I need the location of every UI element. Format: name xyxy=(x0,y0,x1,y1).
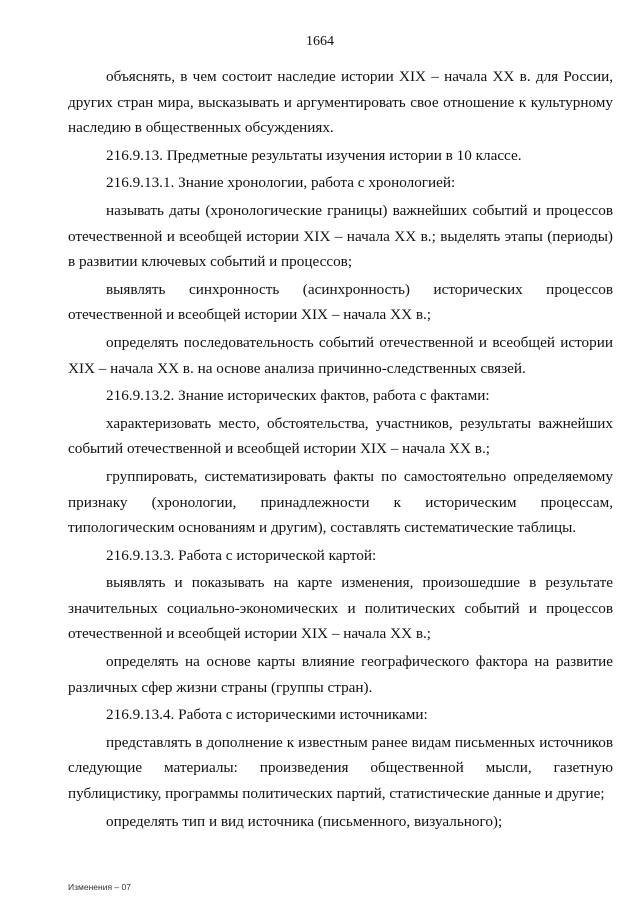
page-number: 1664 xyxy=(306,34,334,49)
document-body xyxy=(68,64,613,834)
paragraph-group-facts: группировать, систематизировать факты по самостоятельно определяемому признаку (хронологии, принадлежности к историческим процессам, типологическим основаниям и другим), составлять систематические таблицы. xyxy=(68,467,613,537)
paragraph-map-changes: выявлять и показывать на карте изменения, произошедшие в результате значительных социально-экономических и политических событий и процессов отечественной и всеобщей истории XIX – начала XX в.; xyxy=(68,574,613,643)
paragraph-written-sources: представлять в дополнение к известным ранее видам письменных источников следующие материалы: произведения общественной мысли, газетную публицистику, программы политических партий, статистические данные и другие; xyxy=(68,733,613,803)
paragraph-history-legacy: объяснять, в чем состоит наследие истории XIX – начала XX в. для России, других стран мира, высказывать и аргументировать свое отношение к культурному наследию в общественных обсуждениях. xyxy=(68,68,613,137)
subsection-heading-216-9-13-1: 216.9.13.1. Знание хронологии, работа с хронологией: xyxy=(106,174,456,192)
subsection-heading-216-9-13-3: 216.9.13.3. Работа с исторической картой: xyxy=(106,546,377,564)
subsection-heading-216-9-13-4: 216.9.13.4. Работа с историческими источниками: xyxy=(106,706,428,724)
subsection-heading-216-9-13-2: 216.9.13.2. Знание исторических фактов, работа с фактами: xyxy=(106,387,490,405)
paragraph-characterize-events: характеризовать место, обстоятельства, участников, результаты важнейших событий отечественной и всеобщей истории XIX – начала XX в.; xyxy=(68,414,613,458)
footer-revision-note: Изменения – 07 xyxy=(68,882,131,892)
paragraph-geographic-factor: определять на основе карты влияние географического фактора на развитие различных сфер жизни страны (группы стран). xyxy=(68,653,613,696)
section-heading-216-9-13: 216.9.13. Предметные результаты изучения истории в 10 классе. xyxy=(106,146,522,164)
paragraph-event-sequence: определять последовательность событий отечественной и всеобщей истории XIX – начала XX в. на основе анализа причинно-следственных связей. xyxy=(68,333,613,377)
paragraph-synchronicity: выявлять синхронность (асинхронность) исторических процессов отечественной и всеобщей истории XIX – начала XX в.; xyxy=(68,280,613,324)
paragraph-name-dates: называть даты (хронологические границы) важнейших событий и процессов отечественной и всеобщей истории XIX – начала XX в.; выделять этапы (периоды) в развитии ключевых событий и процессов; xyxy=(68,201,613,271)
paragraph-source-type: определять тип и вид источника (письменного, визуального); xyxy=(106,812,503,830)
